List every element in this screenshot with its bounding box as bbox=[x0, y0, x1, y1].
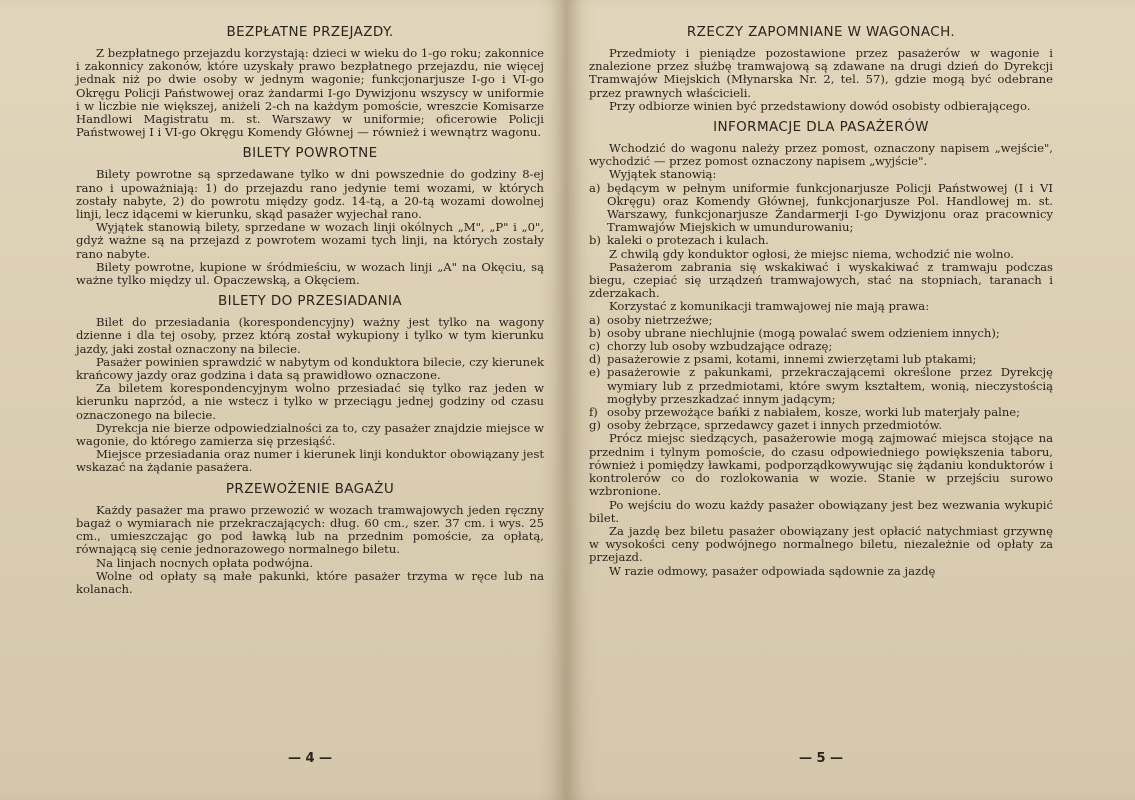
page-number: — 4 — bbox=[287, 751, 333, 766]
section-return-tickets bbox=[76, 145, 544, 287]
section-heading: BEZPŁATNE PRZEJAZDY. bbox=[226, 24, 394, 40]
section-heading: BILETY DO PRZESIADANIA bbox=[218, 293, 402, 310]
paragraph: Przedmioty i pieniądze pozostawione przez pasażerów w wagonie i znalezione przez służbę tramwajową są zdawane na drugi dzień do Dyrekcji Tramwajów Miejskich (Młynarska Nr. 2, tel. 57), gdzie mogą być odebrane przez prawnych właścicieli. bbox=[589, 46, 1053, 100]
section-passenger-info bbox=[589, 119, 1053, 578]
paragraph: Pasażerom zabrania się wskakiwać i wyskakiwać z tramwaju podczas biegu, czepiać się urządzeń tramwajowych, stać na stopniach, taranach i zderzakach. bbox=[589, 259, 1053, 301]
paragraph: Dyrekcja nie bierze odpowiedzialności za to, czy pasażer znajdzie miejsce w wagonie, do którego zamierza się przesiąść. bbox=[76, 420, 544, 449]
paragraph: Za jazdę bez biletu pasażer obowiązany jest opłacić natychmiast grzywnę w wysokości ceny podwójnego normalnego biletu, niezależnie od opłaty za przejazd. bbox=[589, 523, 1053, 565]
paragraph: Wolne od opłaty są małe pakunki, które pasażer trzyma w ręce lub na kolanach. bbox=[76, 568, 544, 596]
paragraph: Z bezpłatnego przejazdu korzystają: dzieci w wieku do 1-go roku; zakonnice i zakonnicy zakonów, które uzyskały prawo bezpłatnego przejazdu, nie więcej jednak niż po dwie osoby w jednym wagonie; funkcjonarjusze I-go i VI-go Okręgu Policji Państwowej oraz żandarmi I-go Dywizjonu wszyscy w uniformie i w liczbie nie większej, aniżeli 2-ch na każdym pomoście, wreszcie Komisarze Handlowi Magistratu m. st. Warszawy w uniformie; oficerowie Policji Państwowej I i VI-go Okręgu Komendy Głównej — również i wewnątrz wagonu. bbox=[76, 46, 544, 140]
paragraph: W razie odmowy, pasażer odpowiada sądownie za jazdę bbox=[609, 563, 936, 578]
prohibited-list bbox=[589, 314, 1053, 433]
section-free-rides bbox=[76, 24, 544, 139]
left-page bbox=[0, 0, 566, 800]
section-transfer-tickets bbox=[76, 293, 544, 474]
list-item bbox=[589, 234, 1053, 247]
list-marker: a) bbox=[589, 180, 601, 195]
section-heading: PRZEWOŻENIE BAGAŻU bbox=[225, 480, 395, 497]
paragraph: Bilety powrotne, kupione w śródmieściu, w wozach linji „A" na Okęciu, są ważne tylko między ul. Opaczewską, a Okęciem. bbox=[76, 259, 544, 288]
paragraph: Miejsce przesiadania oraz numer i kierunek linji konduktor obowiązany jest wskazać na żądanie pasażera. bbox=[76, 447, 544, 475]
list-marker: d) bbox=[589, 352, 601, 367]
list-item bbox=[589, 182, 1053, 235]
list-item bbox=[589, 419, 1053, 432]
paragraph: Z chwilą gdy konduktor ogłosi, że miejsc niema, wchodzić nie wolno. bbox=[609, 246, 1014, 261]
paragraph: Prócz miejsc siedzących, pasażerowie mogą zajmować miejsca stojące na przednim i tylnym pomoście, do czasu odpowiedniego powiększenia taboru, również i pomiędzy ławkami, podporządkowywując się żądaniu konduktorów i kontrolerów co do rozlokowania w wozie. Stanie w przejściu surowo wzbronione. bbox=[589, 431, 1053, 499]
list-marker: f) bbox=[589, 405, 598, 420]
list-item-text: pasażerowie z pakunkami, przekraczającemi określone przez Dyrekcję wymiary lub z przedmiotami, które swym kształtem, wonią, nieczystością mogłyby przeszkadzać innym jadącym; bbox=[607, 365, 1053, 406]
paragraph: Na linjach nocnych opłata podwójna. bbox=[96, 555, 314, 570]
paragraph: Każdy pasażer ma prawo przewozić w wozach tramwajowych jeden ręczny bagaż o wymiarach nie przekraczających: dług. 60 cm., szer. 37 cm. i wys. 25 cm., umieszczając go pod ławką lub na przednim pomoście, za opłatą, równającą się cenie jednorazowego normalnego biletu. bbox=[76, 502, 544, 557]
list-item-text: osoby ubrane niechlujnie (mogą powalać swem odzieniem innych); bbox=[607, 325, 1000, 340]
paragraph: Bilet do przesiadania (korespondencyjny) ważny jest tylko na wagony dzienne i dla tej osoby, przez którą został wykupiony i tylko w tym kierunku jazdy, jaki został oznaczony na bilecie. bbox=[76, 315, 544, 356]
paragraph: Wyjątek stanowią: bbox=[609, 167, 717, 182]
paragraph: Wchodzić do wagonu należy przez pomost, oznaczony napisem „wejście", wychodzić — przez pomost oznaczony napisem „wyjście". bbox=[589, 141, 1053, 169]
list-marker: b) bbox=[589, 325, 601, 340]
paragraph: Wyjątek stanowią bilety, sprzedane w wozach linji okólnych „M", „P" i „0", gdyż ważne są na przejazd z powrotem wozami tych linji, na których zostały rano nabyte. bbox=[76, 220, 544, 261]
list-item-text: będącym w pełnym uniformie funkcjonarjusze Policji Państwowej (I i VI Okręgu) oraz Komendy Głównej, funkcjonarjusze Pol. Handlowej m. st. Warszawy, funkcjonarjusze Żandarmerji I-go Dywizjonu oraz pracownicy Tramwajów Miejskich w umundurowaniu; bbox=[607, 180, 1053, 235]
section-heading: INFORMACJE DLA PASAŻERÓW bbox=[713, 119, 929, 136]
list-marker: a) bbox=[589, 312, 601, 327]
list-item-text: chorzy lub osoby wzbudzające odrazę; bbox=[607, 339, 833, 354]
paragraph: Pasażer powinien sprawdzić w nabytym od konduktora bilecie, czy kierunek krańcowy jazdy oraz godzina i data są prawidłowo oznaczone. bbox=[76, 354, 544, 383]
paragraph: Za biletem korespondencyjnym wolno przesiadać się tylko raz jeden w kierunku naprzód, a nie wstecz i tylko w przeciągu jednej godziny od czasu oznaczonego na bilecie. bbox=[76, 381, 544, 422]
exception-list bbox=[589, 182, 1053, 248]
section-lost-items bbox=[589, 24, 1053, 113]
paragraph: Korzystać z komunikacji tramwajowej nie mają prawa: bbox=[609, 299, 930, 314]
list-item-text: pasażerowie z psami, kotami, innemi zwierzętami lub ptakami; bbox=[607, 352, 977, 367]
list-marker: b) bbox=[589, 233, 601, 248]
list-marker: c) bbox=[589, 339, 601, 354]
page-number: — 5 — bbox=[798, 751, 844, 766]
section-heading: RZECZY ZAPOMNIANE W WAGONACH. bbox=[686, 24, 956, 40]
list-item-text: kaleki o protezach i kulach. bbox=[607, 233, 769, 248]
list-item-text: osoby przewożące bańki z nabiałem, kosze, worki lub materjały palne; bbox=[607, 405, 1021, 420]
right-page bbox=[566, 0, 1135, 800]
section-luggage bbox=[76, 481, 544, 596]
list-marker: g) bbox=[589, 418, 601, 433]
list-item-text: osoby żebrzące, sprzedawcy gazet i innych przedmiotów. bbox=[607, 418, 942, 433]
paragraph: Bilety powrotne są sprzedawane tylko w dni powszednie do godziny 8-ej rano i upoważniają: 1) do przejazdu rano jedynie temi wozami, w których zostały nabyte, 2) do powrotu między godz. 14-tą, a 20-tą wozami dowolnej linji, lecz idącemi w kierunku, skąd pasażer wyjechał rano. bbox=[76, 167, 544, 222]
list-item bbox=[589, 366, 1053, 406]
list-item-text: osoby nietrzeźwe; bbox=[607, 312, 713, 327]
paragraph: Po wejściu do wozu każdy pasażer obowiązany jest bez wezwania wykupić bilet. bbox=[589, 497, 1053, 525]
list-marker: e) bbox=[589, 365, 601, 380]
paragraph: Przy odbiorze winien być przedstawiony dowód osobisty odbierającego. bbox=[609, 98, 1031, 113]
section-heading: BILETY POWROTNE bbox=[242, 145, 378, 162]
